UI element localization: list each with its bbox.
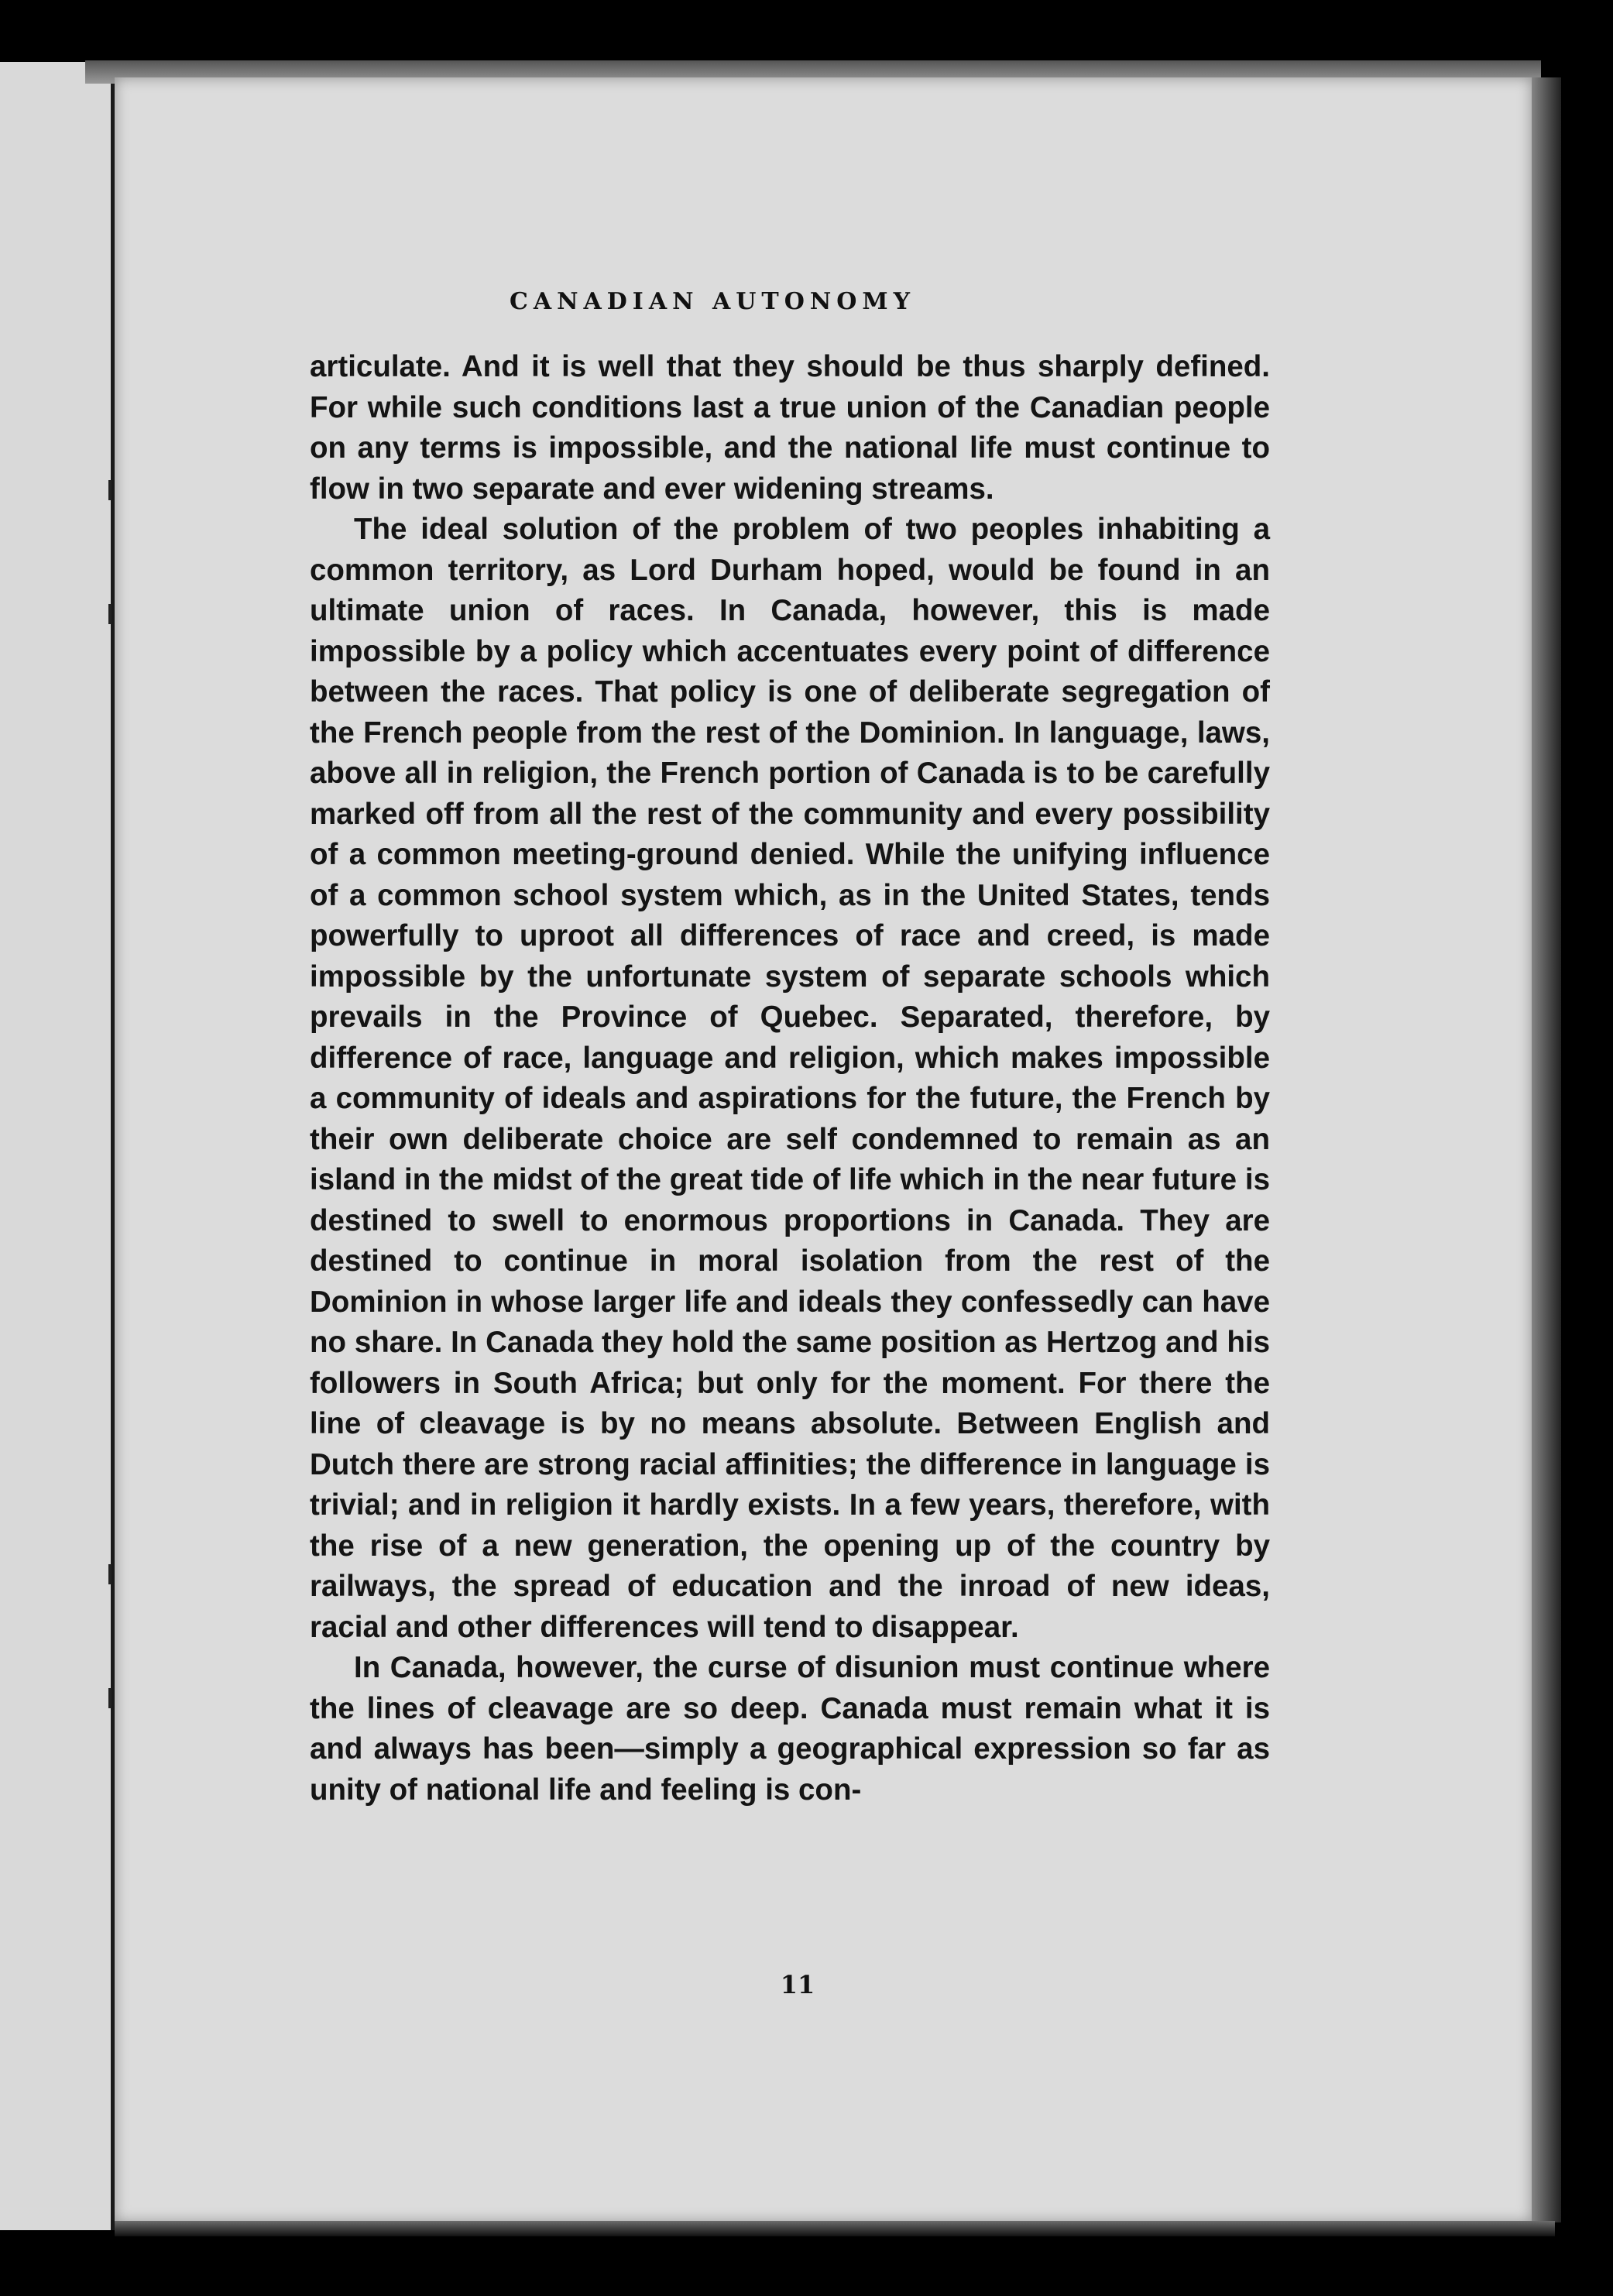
paragraph: The ideal solution of the problem of two peoples inhabiting a common territory, as Lord Durham hoped, would be found in an ultimate union of races. In Canada, however, this is made impossible by a policy which accentuates every point of difference between the races. That policy is one of deliberate segregation of the French people from the rest of the Dominion. In language, laws, above all in religion, the French portion of Canada is to be carefully marked off from all the rest of the community and every possibility of a common meeting-ground denied. While the unifying influence of a common school system which, as in the United States, tends powerfully to uproot all differences of race and creed, is made impossible by the unfortunate system of separate schools which prevails in the Province of Quebec. Separated, therefore, by difference of race, language and religion, which makes impossible a community of ideals and aspirations for the future, the French by their own deliberate choice are self condemned to remain as an island in the midst of the great tide of life which in the near future is destined to swell to enormous proportions in Canada. They are destined to continue in moral isolation from the rest of the Dominion in whose larger life and ideals they confessedly can have no share. In Canada they hold the same position as Hertzog and his followers in South Africa; but only for the moment. For there the line of cleavage is by no means absolute. Between English and Dutch there are strong racial affinities; the difference in language is trivial; and in religion it hardly exists. In a few years, therefore, with the rise of a new generation, the opening up of the country by railways, the spread of education and the inroad of new ideas, racial and other differences will tend to disappear. bbox=[310, 513, 1270, 1644]
margin-mark bbox=[108, 1564, 112, 1584]
margin-mark bbox=[108, 1688, 112, 1708]
page-number: 11 bbox=[780, 1970, 815, 1999]
page-bottom-edge bbox=[115, 2221, 1555, 2236]
body-text bbox=[310, 347, 1270, 1810]
page-right-edge bbox=[1530, 77, 1561, 2222]
margin-mark bbox=[108, 604, 112, 624]
paragraph: In Canada, however, the curse of disunion must continue where the lines of cleavage are so deep. Canada must remain what it is and always has been—simply a geographical expression so far as unity of national life and feeling is con- bbox=[310, 1651, 1270, 1807]
running-head: CANADIAN AUTONOMY bbox=[509, 288, 916, 315]
margin-mark bbox=[108, 480, 112, 500]
facing-page-edge bbox=[0, 62, 115, 2230]
paragraph-continued: articulate. And it is well that they should be thus sharply defined. For while such conditions last a true union of the Canadian people on any terms is impossible, and the national life must continue to flow in two separate and ever widening streams. bbox=[310, 350, 1270, 506]
